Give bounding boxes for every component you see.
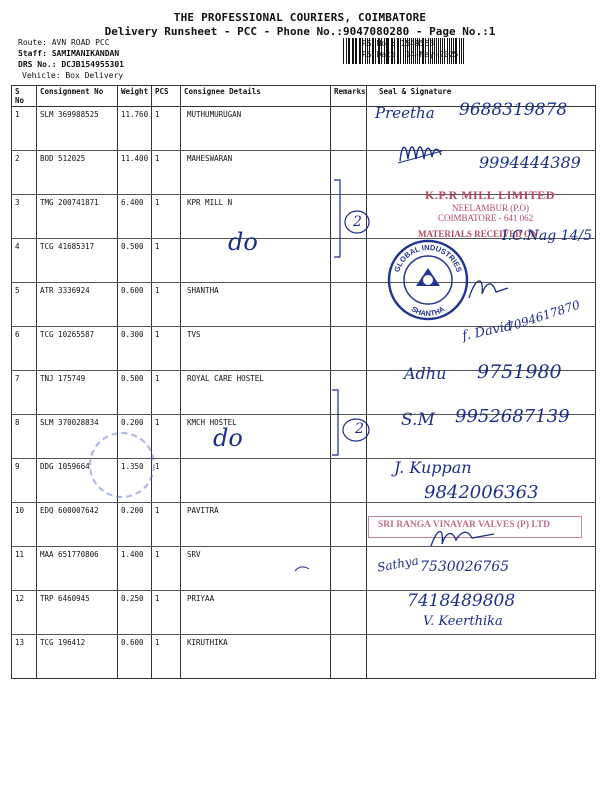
- cell-remarks: [331, 635, 367, 679]
- cell-consignment-no: TCG 196412: [37, 635, 118, 679]
- kpr-stamp-name: K.P.R MILL LIMITED: [425, 188, 555, 202]
- cell-weight: 6.400: [118, 195, 152, 239]
- col-header-signature: Seal & Signature: [367, 86, 596, 107]
- cell-consignment-no: ATR 3336924: [37, 283, 118, 327]
- cell-consignee: PRIYAA: [181, 591, 331, 635]
- cell-consignment-no: BOD 512025: [37, 151, 118, 195]
- cell-sno: 11: [12, 547, 37, 591]
- col-header-consignment: Consignment No: [37, 86, 118, 107]
- cell-weight: 1.350: [118, 459, 152, 503]
- cell-weight: 1.400: [118, 547, 152, 591]
- materials-received-date: I.C.Nag 14/5: [502, 228, 593, 244]
- cell-consignment-no: TNJ 175749: [37, 371, 118, 415]
- shantha-stamp-bottom-text: SHANTHA: [409, 304, 447, 319]
- cell-sno: 9: [12, 459, 37, 503]
- cell-sno: 5: [12, 283, 37, 327]
- row11-signature-scribble: [428, 524, 498, 550]
- row9-name: S.M: [401, 410, 435, 430]
- cell-weight: 0.600: [118, 283, 152, 327]
- row13-phone: 7418489808: [407, 591, 516, 611]
- kpr-stamp-line2: NEELAMBUR (P.O): [452, 203, 530, 213]
- cell-pcs: 1: [152, 239, 181, 283]
- ditto-mark-2: do: [213, 424, 243, 452]
- remarks-count-2: 2: [355, 421, 364, 437]
- cell-sno: 6: [12, 327, 37, 371]
- cell-consignment-no: TRP 6460945: [37, 591, 118, 635]
- ink-smudge: [82, 425, 162, 505]
- col-header-consignee: Consignee Details: [181, 86, 331, 107]
- cell-consignee: SHANTHA: [181, 283, 331, 327]
- cell-weight: 11.400: [118, 151, 152, 195]
- cell-sno: 3: [12, 195, 37, 239]
- cell-pcs: 1: [152, 459, 181, 503]
- row6-phone: 7094617870: [504, 297, 582, 335]
- row1-phone: 9688319878: [459, 100, 568, 120]
- cell-consignee: [181, 459, 331, 503]
- cell-consignee: ROYAL CARE HOSTEL: [181, 371, 331, 415]
- cell-weight: 0.500: [118, 239, 152, 283]
- cell-sno: 8: [12, 415, 37, 459]
- cell-remarks: [331, 591, 367, 635]
- cell-sno: 7: [12, 371, 37, 415]
- cell-pcs: 1: [152, 635, 181, 679]
- cell-signature: [367, 635, 596, 679]
- cell-sno: 12: [12, 591, 37, 635]
- cell-remarks: [331, 327, 367, 371]
- cell-weight: 0.600: [118, 635, 152, 679]
- runsheet-subtitle: Delivery Runsheet - PCC - Phone No.:9047080280 - Page No.:1: [104, 25, 496, 38]
- remarks-bracket-2: [328, 385, 378, 465]
- rs-number: RS No.: 1549553: [362, 39, 435, 48]
- col-header-weight: Weight: [118, 86, 152, 107]
- col-header-pcs: PCS: [152, 86, 181, 107]
- ditto-mark-1: do: [228, 228, 258, 256]
- cell-pcs: 1: [152, 151, 181, 195]
- cell-consignee: KPR MILL N: [181, 195, 331, 239]
- row10-phone: 9842006363: [424, 482, 539, 503]
- cell-pcs: 1: [152, 503, 181, 547]
- cell-pcs: 1: [152, 327, 181, 371]
- row5-signature-scribble: [466, 272, 514, 304]
- shantha-round-stamp: [386, 238, 470, 322]
- cell-remarks: [331, 503, 367, 547]
- col-header-sno: S No: [12, 86, 37, 107]
- cell-sno: 4: [12, 239, 37, 283]
- col-header-remarks: Remarks: [331, 86, 367, 107]
- cell-consignee: TVS: [181, 327, 331, 371]
- cell-sno: 10: [12, 503, 37, 547]
- cell-pcs: 1: [152, 591, 181, 635]
- row2-phone: 9994444389: [479, 153, 581, 172]
- cell-weight: 11.760: [118, 107, 152, 151]
- company-title: THE PROFESSIONAL COURIERS, COIMBATORE: [173, 11, 427, 24]
- drs-label: DRS No.: DCJB154955301: [18, 60, 124, 69]
- cell-consignment-no: TMG 200741871: [37, 195, 118, 239]
- cell-weight: 0.200: [118, 503, 152, 547]
- route-label: Route: AVN ROAD PCC: [18, 38, 110, 47]
- cell-remarks: [331, 547, 367, 591]
- cell-consignee: MUTHUMURUGAN: [181, 107, 331, 151]
- cell-sno: 1: [12, 107, 37, 151]
- cell-consignment-no: TCG 10265587: [37, 327, 118, 371]
- cell-pcs: 1: [152, 371, 181, 415]
- cell-consignment-no: TCG 41685317: [37, 239, 118, 283]
- cell-consignment-no: SLM 370028834: [37, 415, 118, 459]
- cell-sno: 13: [12, 635, 37, 679]
- materials-received-stamp: MATERIALS RECEIVED ON: [418, 229, 538, 239]
- cell-pcs: 1: [152, 283, 181, 327]
- cell-remarks: [331, 283, 367, 327]
- row9-phone: 9952687139: [455, 406, 570, 427]
- cell-consignment-no: DDG 1059664: [37, 459, 118, 503]
- table-row: [12, 635, 596, 679]
- cell-pcs: 1: [152, 415, 181, 459]
- row8-phone: 9751980: [477, 361, 562, 383]
- cell-consignment-no: SLM 369988525: [37, 107, 118, 151]
- kpr-stamp-line3: COIMBATORE - 641 062: [438, 213, 534, 223]
- cell-consignee: KIRUTHIKA: [181, 635, 331, 679]
- row10-name: J. Kuppan: [394, 458, 472, 477]
- row12-phone: 7530026765: [420, 559, 510, 575]
- cell-sno: 2: [12, 151, 37, 195]
- cell-consignment-no: MAA 651770806: [37, 547, 118, 591]
- cell-consignee: MAHESWARAN: [181, 151, 331, 195]
- shantha-stamp-top-text: GLOBAL INDUSTRIES: [392, 242, 464, 274]
- row2-signature-scribble: [396, 137, 446, 167]
- remarks-count-1: 2: [353, 214, 362, 230]
- cell-consignee: PAVITRA: [181, 503, 331, 547]
- row1-signature: Preetha: [375, 104, 435, 122]
- cell-consignee: SRV: [181, 547, 331, 591]
- staff-label: Staff: SAMIMANIKANDAN: [18, 49, 120, 58]
- srv-stamp-text: SRI RANGA VINAYAR VALVES (P) LTD: [378, 520, 551, 530]
- cell-pcs: 1: [152, 107, 181, 151]
- cell-consignment-no: EDQ 600007642: [37, 503, 118, 547]
- vehicle-label: Vehicle: Box Delivery: [22, 71, 124, 80]
- cell-pcs: 1: [152, 547, 181, 591]
- cell-pcs: 1: [152, 195, 181, 239]
- row8-name: Adhu: [404, 364, 447, 383]
- cell-weight: 0.300: [118, 327, 152, 371]
- row12-pen-mark: [294, 565, 310, 573]
- cell-weight: 0.250: [118, 591, 152, 635]
- row13-name: V. Keerthika: [423, 614, 503, 629]
- cell-remarks: [331, 107, 367, 151]
- cell-weight: 0.200: [118, 415, 152, 459]
- row6-name: f. David: [460, 318, 514, 345]
- cell-weight: 0.500: [118, 371, 152, 415]
- cell-remarks: [331, 459, 367, 503]
- row12-name: Sathya: [376, 553, 420, 575]
- rs-date: RS Date: 14-May-2025: [362, 50, 459, 59]
- cell-consignee: KMCH HOSTEL: [181, 415, 331, 459]
